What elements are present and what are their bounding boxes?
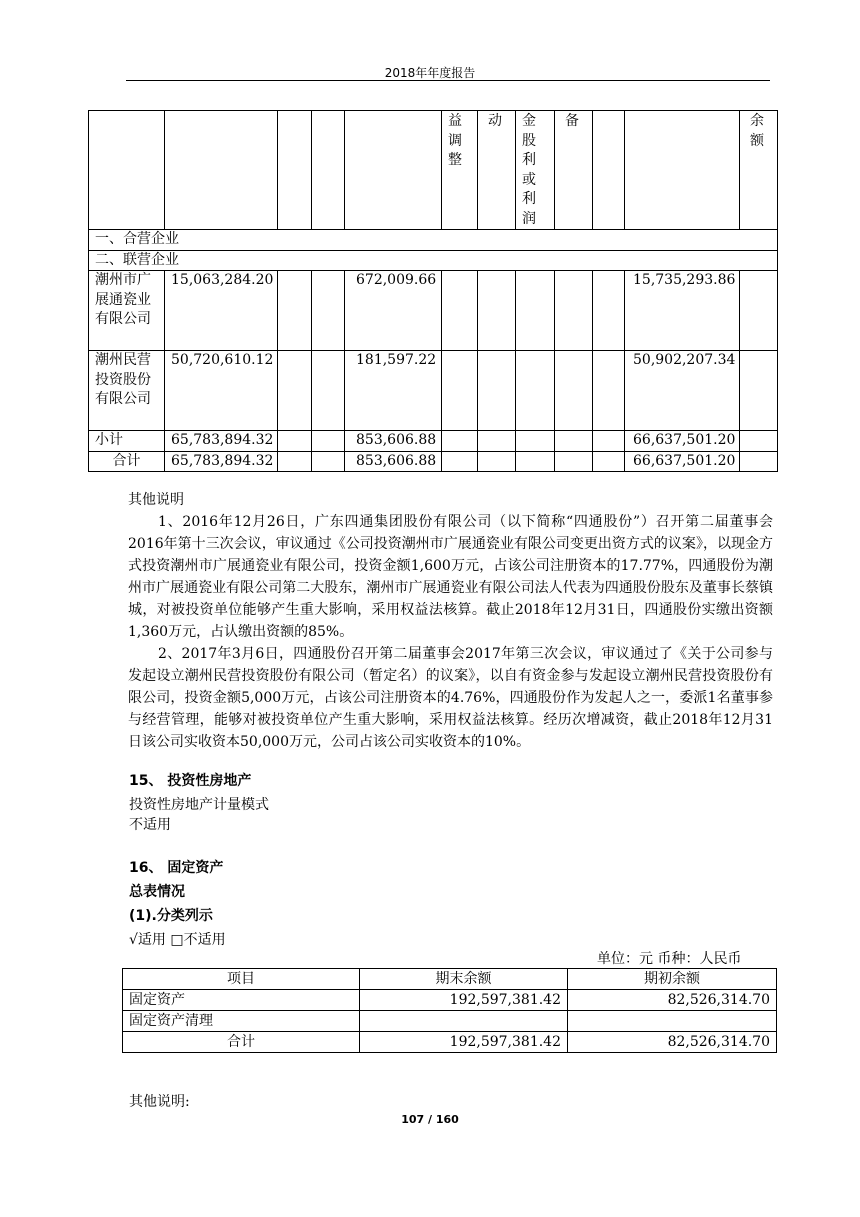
fixed-assets-table: [122, 968, 777, 1053]
investment-income: 672,009.66: [356, 272, 437, 288]
column-header-closing: 期末余额: [360, 969, 568, 990]
section-15-line-1: 投资性房地产计量模式: [129, 797, 269, 813]
column-header-item: 项目: [123, 969, 360, 990]
item-cell: 固定资产清理: [123, 1011, 360, 1032]
table-row: [123, 1011, 777, 1032]
investee-name: 潮州民营投资股份有限公司: [95, 352, 151, 407]
opening-balance: 50,720,610.12: [171, 352, 274, 368]
table-row: [123, 990, 777, 1011]
opening-cell: 82,526,314.70: [568, 990, 777, 1011]
closing-balance: 15,735,293.86: [633, 272, 736, 288]
column-header-opening: 期初余额: [568, 969, 777, 990]
opening-balance: 15,063,284.20: [171, 272, 274, 288]
investment-income: 853,606.88: [356, 452, 437, 469]
total-label: 合计: [123, 1032, 360, 1053]
investee-name: 潮州市广展通瓷业有限公司: [95, 272, 151, 327]
total-label: 合计: [89, 451, 165, 472]
investment-income: 181,597.22: [356, 352, 437, 368]
table-row: [89, 271, 778, 351]
table-header-row: [123, 969, 777, 990]
subtotal-label: 小计: [89, 431, 165, 452]
unit-currency-label: 单位：元 币种：人民币: [597, 951, 742, 967]
table-row: [89, 351, 778, 431]
header-fragment: 动: [488, 113, 502, 129]
section-row-associate: [89, 250, 778, 271]
closing-balance: 66,637,501.20: [633, 432, 736, 448]
section-15-line-2: 不适用: [129, 817, 171, 833]
notes-label: 其他说明: [128, 492, 184, 508]
closing-cell: 192,597,381.42: [360, 1032, 568, 1053]
notes-paragraph-2: 2、2017年3月6日，四通股份召开第二届董事会2017年第三次会议，审议通过了《关于公司参与发起设立潮州民营投资股份有限公司（暂定名）的议案》，以自有资金参与发起设立潮州民营投资股份有限公司，投资金额5,000万元，占该公司注册资本的4.76%，四通股份作为发起人之一，委派1名董事参与经营管理，能够对被投资单位产生重大影响，采用权益法核算。经历次增减资，截止2018年12月31日该公司实收资本50,000万元，公司占该公司实收资本的10%。: [128, 646, 773, 750]
table-header-row: [89, 111, 778, 230]
total-row: [123, 1032, 777, 1053]
closing-cell: 192,597,381.42: [360, 990, 568, 1011]
opening-cell: [568, 1011, 777, 1032]
section-16-heading: 16、 固定资产: [129, 860, 224, 876]
other-notes-label: 其他说明:: [129, 1094, 190, 1110]
header-fragment: 金股利或利润: [522, 113, 536, 227]
opening-cell: 82,526,314.70: [568, 1032, 777, 1053]
applicability-indicator: √适用 □不适用: [129, 932, 226, 948]
page-number: 107 / 160: [401, 1113, 459, 1126]
section-label: 二、联营企业: [89, 250, 778, 271]
header-fragment: 备: [565, 113, 579, 129]
other-notes: [128, 489, 773, 753]
notes-paragraph-1: 1、2016年12月26日，广东四通集团股份有限公司（以下简称“四通股份”）召开第二届董事会2016年第十三次会议，审议通过《公司投资潮州市广展通瓷业有限公司变更出资方式的议案》，以现金方式投资潮州市广展通瓷业有限公司，投资金额1,600万元，占该公司注册资本的17.77%，四通股份为潮州市广展通瓷业有限公司第二大股东，潮州市广展通瓷业有限公司法人代表为四通股份股东及董事长蔡镇城，对被投资单位能够产生重大影响，采用权益法核算。截止2018年12月31日，四通股份实缴出资额1,360万元，占认缴出资额的85%。: [128, 514, 773, 640]
header-divider: [126, 80, 770, 81]
closing-balance: 50,902,207.34: [633, 352, 736, 368]
closing-cell: [360, 1011, 568, 1032]
section-row-joint: [89, 230, 778, 251]
equity-investment-table: [88, 110, 778, 472]
section-15-heading: 15、 投资性房地产: [129, 773, 252, 789]
opening-balance: 65,783,894.32: [171, 432, 274, 448]
subtotal-row: [89, 431, 778, 452]
header-fragment: 余额: [750, 113, 764, 149]
investment-income: 853,606.88: [356, 432, 437, 448]
section-label: 一、合营企业: [89, 230, 778, 251]
header-fragment: 益调整: [448, 113, 462, 168]
opening-balance: 65,783,894.32: [171, 452, 274, 469]
closing-balance: 66,637,501.20: [633, 452, 736, 469]
item-cell: 固定资产: [123, 990, 360, 1011]
section-16-subheading: 总表情况: [129, 884, 185, 900]
report-header-title: 2018年年度报告: [384, 66, 476, 80]
total-row: [89, 451, 778, 472]
section-16-classification: (1).分类列示: [129, 908, 213, 924]
